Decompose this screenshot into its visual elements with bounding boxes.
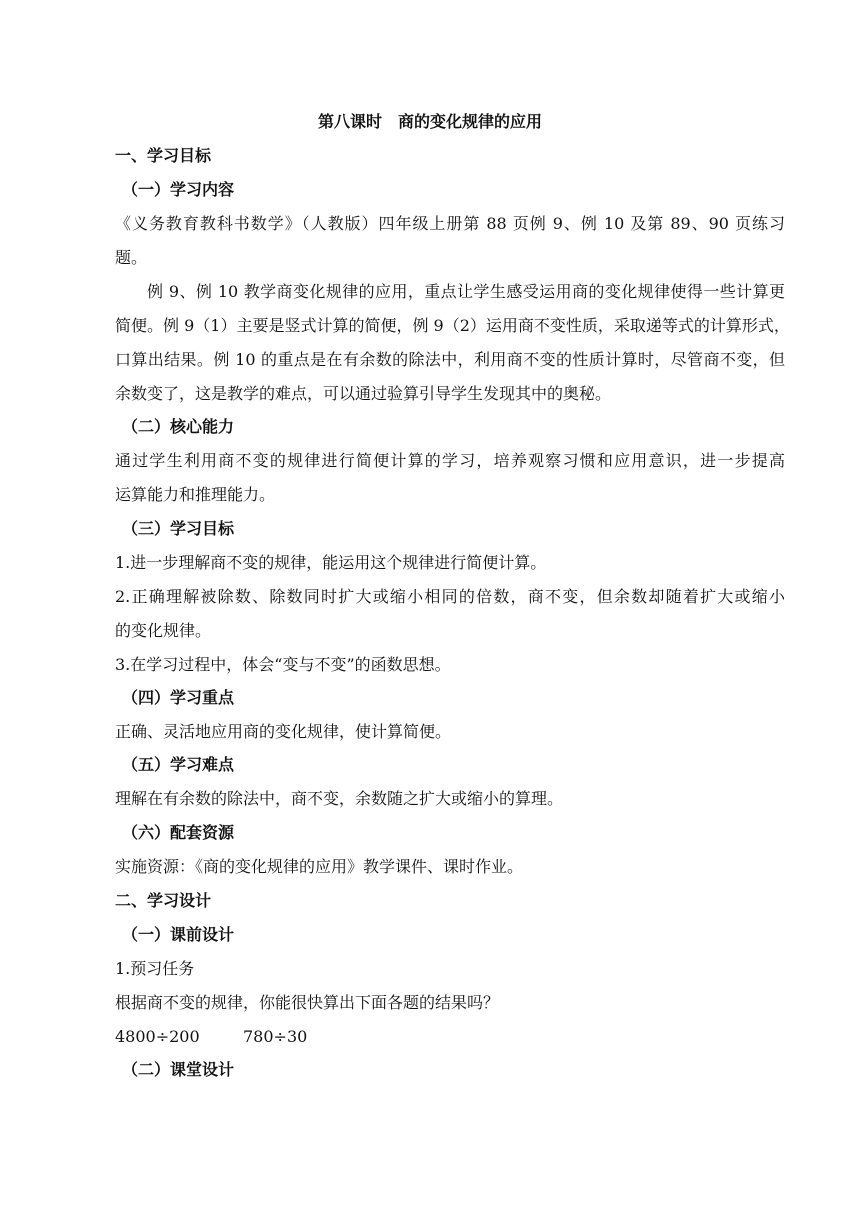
- calculation-2: 780÷30: [243, 1027, 308, 1046]
- paragraph-line: 口算出结果。例 10 的重点是在有余数的除法中，利用商不变的性质计算时，尽管商不变，但: [115, 350, 785, 369]
- subsection-heading-learning-content: （一）学习内容: [122, 180, 235, 199]
- goal-item-2: 2.正确理解被除数、除数同时扩大或缩小相同的倍数，商不变，但余数却随着扩大或缩小: [115, 587, 785, 606]
- subsection-heading-core-ability: （二）核心能力: [122, 417, 235, 436]
- paragraph-line: 题。: [115, 248, 148, 267]
- preview-question: 根据商不变的规律，你能很快算出下面各题的结果吗？: [115, 993, 500, 1012]
- paragraph-line: 理解在有余数的除法中，商不变，余数随之扩大或缩小的算理。: [115, 789, 564, 808]
- preview-task-title: 1.预习任务: [115, 959, 195, 978]
- subsection-heading-pre-class: （一）课前设计: [122, 925, 235, 944]
- calculation-1: 4800÷200: [115, 1027, 200, 1046]
- subsection-heading-difficulty: （五）学习难点: [122, 755, 235, 774]
- paragraph-line: 例 9、例 10 教学商变化规律的应用，重点让学生感受运用商的变化规律使得一些计算更: [147, 282, 785, 301]
- goal-item-1: 1.进一步理解商不变的规律，能运用这个规律进行简便计算。: [115, 553, 547, 572]
- subsection-heading-learning-targets: （三）学习目标: [122, 519, 235, 538]
- paragraph-line: 简便。例 9（1）主要是竖式计算的简便，例 9（2）运用商不变性质，采取递等式的计算形式，: [115, 316, 790, 335]
- subsection-heading-in-class: （二）课堂设计: [122, 1060, 235, 1079]
- section-heading-learning-design: 二、学习设计: [115, 891, 212, 910]
- paragraph-line: 正确、灵活地应用商的变化规律，使计算简便。: [115, 722, 452, 741]
- paragraph-line: 运算能力和推理能力。: [115, 485, 276, 504]
- page-title: 第八课时 商的变化规律的应用: [317, 112, 542, 131]
- subsection-heading-resources: （六）配套资源: [122, 823, 235, 842]
- paragraph-line: 的变化规律。: [115, 621, 212, 640]
- paragraph-line: 实施资源：《商的变化规律的应用》教学课件、课时作业。: [115, 857, 524, 876]
- paragraph-line: 余数变了，这是教学的难点，可以通过验算引导学生发现其中的奥秘。: [115, 384, 612, 403]
- section-heading-learning-goals: 一、学习目标: [115, 146, 212, 165]
- calculation-row: [115, 1020, 785, 1054]
- subsection-heading-key-point: （四）学习重点: [122, 688, 235, 707]
- paragraph-line: 通过学生利用商不变的规律进行简便计算的学习，培养观察习惯和应用意识，进一步提高: [115, 451, 785, 470]
- goal-item-3: 3.在学习过程中，体会“变与不变”的函数思想。: [115, 655, 451, 674]
- paragraph-line: 《义务教育教科书数学》（人教版）四年级上册第 88 页例 9、例 10 及第 89、90 页练习: [115, 214, 785, 233]
